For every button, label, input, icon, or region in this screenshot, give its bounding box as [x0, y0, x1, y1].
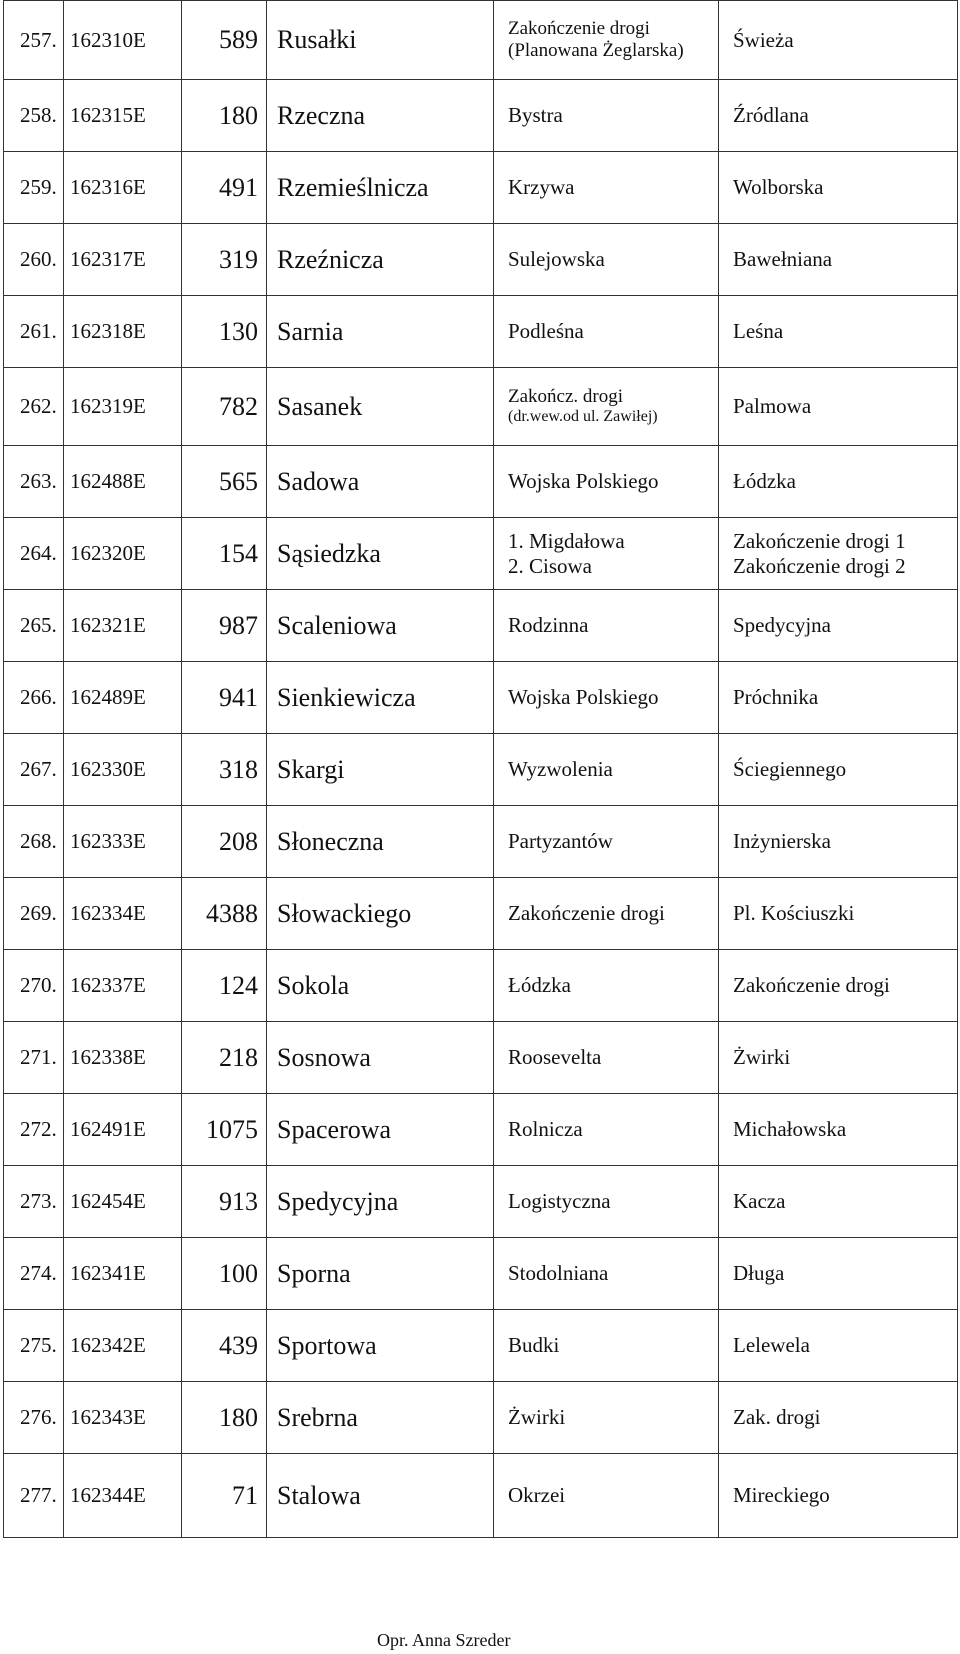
road-id: 162320E [64, 518, 182, 590]
road-id: 162342E [64, 1310, 182, 1382]
street-name: Stalowa [267, 1454, 494, 1538]
start-point-line: Roosevelta [508, 1045, 602, 1070]
table-row [4, 878, 958, 950]
road-id: 162319E [64, 368, 182, 446]
start-point [494, 1094, 719, 1166]
end-point-line: Ściegiennego [733, 757, 847, 782]
row-number: 274. [4, 1238, 64, 1310]
prepared-by-signature: Opr. Anna Szreder [377, 1630, 511, 1650]
row-number: 258. [4, 80, 64, 152]
end-point [719, 446, 958, 518]
street-name: Sasanek [267, 368, 494, 446]
road-length: 987 [182, 590, 267, 662]
street-name: Sosnowa [267, 1022, 494, 1094]
end-point-line: Żwirki [733, 1045, 791, 1070]
table-row [4, 446, 958, 518]
start-point-line: Sulejowska [508, 247, 605, 272]
start-point-line: Wojska Polskiego [508, 685, 659, 710]
row-number: 273. [4, 1166, 64, 1238]
row-number: 260. [4, 224, 64, 296]
street-name: Skargi [267, 734, 494, 806]
row-number: 265. [4, 590, 64, 662]
table-row [4, 368, 958, 446]
road-id: 162315E [64, 80, 182, 152]
table-row [4, 1238, 958, 1310]
start-point [494, 806, 719, 878]
road-id: 162316E [64, 152, 182, 224]
road-id: 162321E [64, 590, 182, 662]
start-point-line: (Planowana Żeglarska) [508, 40, 684, 61]
road-length: 318 [182, 734, 267, 806]
table-row [4, 296, 958, 368]
row-number: 276. [4, 1382, 64, 1454]
table-row [4, 590, 958, 662]
road-length: 180 [182, 80, 267, 152]
end-point [719, 224, 958, 296]
start-point-line: Zakończenie drogi [508, 18, 650, 40]
end-point-line: Michałowska [733, 1117, 847, 1142]
road-id: 162341E [64, 1238, 182, 1310]
start-point-line: Zakończenie drogi [508, 901, 665, 926]
road-length: 208 [182, 806, 267, 878]
street-name: Spacerowa [267, 1094, 494, 1166]
road-id: 162310E [64, 1, 182, 80]
row-number: 257. [4, 1, 64, 80]
street-name: Sienkiewicza [267, 662, 494, 734]
road-length: 124 [182, 950, 267, 1022]
end-point-line: Mireckiego [733, 1483, 830, 1508]
end-point [719, 1310, 958, 1382]
end-point-line: Zak. drogi [733, 1405, 821, 1430]
start-point-line: Podleśna [508, 319, 584, 344]
road-length: 589 [182, 1, 267, 80]
end-point [719, 734, 958, 806]
start-point-line: (dr.wew.od ul. Zawiłej) [508, 408, 658, 426]
table-row [4, 1022, 958, 1094]
start-point [494, 1, 719, 80]
end-point [719, 878, 958, 950]
row-number: 270. [4, 950, 64, 1022]
end-point [719, 1454, 958, 1538]
row-number: 262. [4, 368, 64, 446]
table-row [4, 806, 958, 878]
table-row [4, 950, 958, 1022]
table-row [4, 1, 958, 80]
row-number: 275. [4, 1310, 64, 1382]
table-row [4, 1166, 958, 1238]
end-point [719, 1166, 958, 1238]
end-point [719, 1, 958, 80]
row-number: 277. [4, 1454, 64, 1538]
start-point-line: Zakończ. drogi [508, 386, 624, 408]
road-length: 4388 [182, 878, 267, 950]
row-number: 259. [4, 152, 64, 224]
street-name: Sąsiedzka [267, 518, 494, 590]
street-name: Sporna [267, 1238, 494, 1310]
start-point [494, 518, 719, 590]
end-point [719, 590, 958, 662]
road-id: 162343E [64, 1382, 182, 1454]
row-number: 267. [4, 734, 64, 806]
row-number: 272. [4, 1094, 64, 1166]
row-number: 271. [4, 1022, 64, 1094]
start-point-line: Łódzka [508, 973, 571, 998]
start-point-line: Partyzantów [508, 829, 613, 854]
road-length: 71 [182, 1454, 267, 1538]
road-length: 565 [182, 446, 267, 518]
road-length: 180 [182, 1382, 267, 1454]
table-row [4, 1382, 958, 1454]
end-point-line: Źródlana [733, 103, 809, 128]
start-point-line: Budki [508, 1333, 560, 1358]
table-row [4, 518, 958, 590]
end-point [719, 80, 958, 152]
start-point [494, 1454, 719, 1538]
start-point [494, 950, 719, 1022]
end-point-line: Długa [733, 1261, 785, 1286]
street-name: Rzeczna [267, 80, 494, 152]
start-point-line: 2. Cisowa [508, 553, 592, 578]
end-point-line: Spedycyjna [733, 613, 831, 638]
end-point-line: Wolborska [733, 175, 824, 200]
start-point [494, 662, 719, 734]
start-point [494, 80, 719, 152]
road-length: 439 [182, 1310, 267, 1382]
end-point-line: Pl. Kościuszki [733, 901, 855, 926]
row-number: 266. [4, 662, 64, 734]
table-row [4, 1310, 958, 1382]
end-point-line: Bawełniana [733, 247, 833, 272]
end-point [719, 1022, 958, 1094]
road-length: 913 [182, 1166, 267, 1238]
table-row [4, 152, 958, 224]
end-point-line: Kacza [733, 1189, 786, 1214]
end-point-line: Zakończenie drogi [733, 973, 890, 998]
start-point [494, 296, 719, 368]
end-point [719, 662, 958, 734]
road-length: 218 [182, 1022, 267, 1094]
road-id: 162454E [64, 1166, 182, 1238]
road-id: 162333E [64, 806, 182, 878]
road-length: 130 [182, 296, 267, 368]
street-name: Sadowa [267, 446, 494, 518]
road-id: 162318E [64, 296, 182, 368]
end-point [719, 950, 958, 1022]
start-point [494, 224, 719, 296]
row-number: 261. [4, 296, 64, 368]
start-point-line: Logistyczna [508, 1189, 611, 1214]
start-point [494, 1310, 719, 1382]
start-point [494, 590, 719, 662]
roads-table [3, 0, 958, 1538]
start-point-line: Krzywa [508, 175, 575, 200]
street-name: Sarnia [267, 296, 494, 368]
row-number: 269. [4, 878, 64, 950]
end-point-line: Łódzka [733, 469, 796, 494]
row-number: 268. [4, 806, 64, 878]
start-point-line: Rodzinna [508, 613, 589, 638]
start-point [494, 152, 719, 224]
start-point-line: Rolnicza [508, 1117, 583, 1142]
start-point-line: Stodolniana [508, 1261, 609, 1286]
end-point-line: Zakończenie drogi 2 [733, 553, 906, 578]
start-point-line: Wyzwolenia [508, 757, 613, 782]
end-point [719, 806, 958, 878]
start-point-line: Okrzei [508, 1483, 566, 1508]
end-point-line: Inżynierska [733, 829, 831, 854]
road-length: 782 [182, 368, 267, 446]
street-name: Słoneczna [267, 806, 494, 878]
road-id: 162330E [64, 734, 182, 806]
road-id: 162344E [64, 1454, 182, 1538]
end-point-line: Próchnika [733, 685, 819, 710]
road-id: 162317E [64, 224, 182, 296]
road-id: 162491E [64, 1094, 182, 1166]
street-name: Spedycyjna [267, 1166, 494, 1238]
end-point-line: Palmowa [733, 394, 812, 419]
end-point-line: Leśna [733, 319, 784, 344]
road-length: 491 [182, 152, 267, 224]
start-point [494, 1022, 719, 1094]
road-length: 319 [182, 224, 267, 296]
table-row [4, 1094, 958, 1166]
roads-table-body [4, 1, 958, 1538]
start-point [494, 368, 719, 446]
start-point [494, 1166, 719, 1238]
road-length: 100 [182, 1238, 267, 1310]
end-point-line: Świeża [733, 27, 794, 52]
end-point [719, 1238, 958, 1310]
road-length: 154 [182, 518, 267, 590]
row-number: 264. [4, 518, 64, 590]
road-id: 162489E [64, 662, 182, 734]
street-name: Sportowa [267, 1310, 494, 1382]
table-row [4, 224, 958, 296]
end-point-line: Lelewela [733, 1333, 810, 1358]
start-point [494, 1382, 719, 1454]
street-name: Rusałki [267, 1, 494, 80]
road-id: 162337E [64, 950, 182, 1022]
street-name: Rzemieślnicza [267, 152, 494, 224]
end-point [719, 518, 958, 590]
start-point [494, 446, 719, 518]
end-point-line: Zakończenie drogi 1 [733, 529, 906, 554]
end-point [719, 368, 958, 446]
table-row [4, 662, 958, 734]
table-row [4, 80, 958, 152]
street-name: Srebrna [267, 1382, 494, 1454]
row-number: 263. [4, 446, 64, 518]
start-point [494, 734, 719, 806]
end-point [719, 152, 958, 224]
end-point [719, 1094, 958, 1166]
road-length: 1075 [182, 1094, 267, 1166]
table-row [4, 734, 958, 806]
table-row [4, 1454, 958, 1538]
road-length: 941 [182, 662, 267, 734]
street-name: Rzeźnicza [267, 224, 494, 296]
road-id: 162488E [64, 446, 182, 518]
road-id: 162338E [64, 1022, 182, 1094]
end-point [719, 1382, 958, 1454]
road-id: 162334E [64, 878, 182, 950]
start-point-line: 1. Migdałowa [508, 529, 625, 554]
start-point [494, 878, 719, 950]
street-name: Słowackiego [267, 878, 494, 950]
street-name: Sokola [267, 950, 494, 1022]
start-point [494, 1238, 719, 1310]
start-point-line: Wojska Polskiego [508, 469, 659, 494]
start-point-line: Żwirki [508, 1405, 566, 1430]
end-point [719, 296, 958, 368]
start-point-line: Bystra [508, 103, 563, 128]
street-name: Scaleniowa [267, 590, 494, 662]
